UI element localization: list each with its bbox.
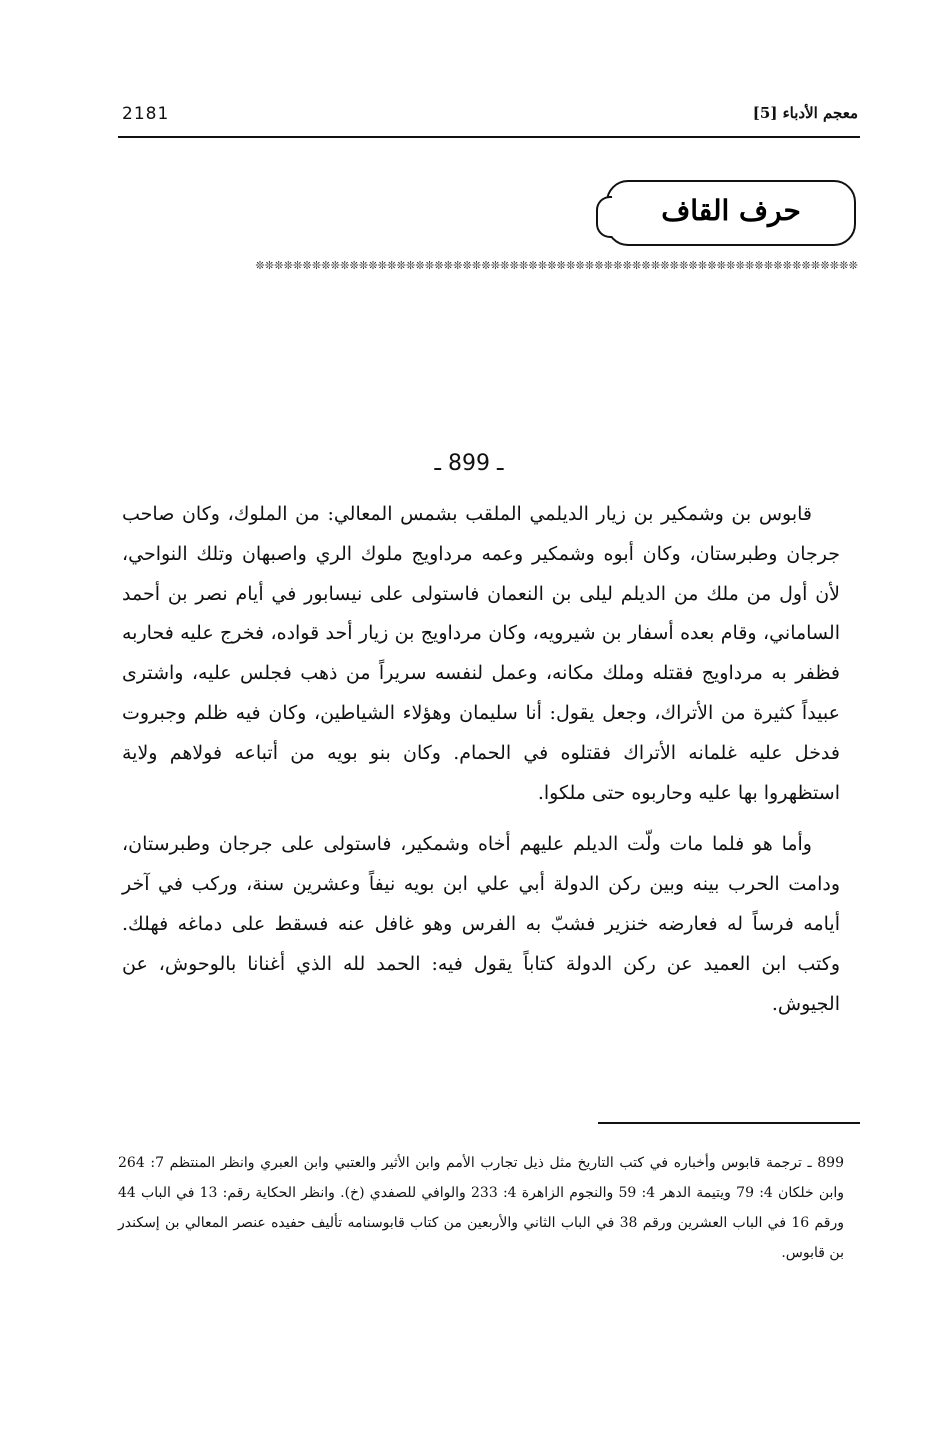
entry-number: ـ 899 ـ: [434, 451, 504, 476]
ornament-star-row: ❊❊❊❊❊❊❊❊❊❊❊❊❊❊❊❊❊❊❊❊❊❊❊❊❊❊❊❊❊❊❊❊❊❊❊❊❊❊❊❊❊❊❊❊❊❊❊❊❊❊❊❊❊❊❊❊❊❊❊❊❊❊❊❊: [255, 259, 858, 272]
body-paragraph: قابوس بن وشمكير بن زيار الديلمي الملقب بشمس المعالي: من الملوك، وكان صاحب جرجان وطبرستان، وكان أبوه وشمكير وعمه مرداويج ملوك الري واصبهان وتلك النواحي، لأن أول من ملك من الديلم ليلى بن النعمان فاستولى على نيسابور في أيام نصر بن أحمد الساماني، وقام بعده أسفار بن شيرويه، وكان مرداويج بن زيار أحد قواده، فخرج عليه فحاربه فظفر به مرداويج فقتله وملك مكانه، وعمل لنفسه سريراً من ذهب فجلس عليه، واشترى عبيداً كثيرة من الأتراك، وجعل يقول: أنا سليمان وهؤلاء الشياطين، وكان فيه ظلم وجبروت فدخل عليه غلمانه الأتراك فقتلوه في الحمام. وكان بنو بويه من أتباعه فولاهم ولاية استظهروا بها عليه وحاربوه حتى ملكوا.: [122, 503, 840, 804]
footnote: 899 ـ ترجمة قابوس وأخباره في كتب التاريخ مثل ذيل تجارب الأمم وابن الأثير والعتبي وابن العبري وانظر المنتظم 7: 264 وابن خلكان 4: 79 ويتيمة الدهر 4: 59 والنجوم الزاهرة 4: 233 والوافي للصفدي (خ). وانظر الحكاية رقم: 13 في الباب 44 ورقم 16 في الباب العشرين ورقم 38 في الباب الثاني والأربعين من كتاب قابوسنامه تأليف حفيده عنصر المعالي بن إسكندر بن قابوس.: [118, 1155, 845, 1261]
footnote-rule: [598, 1122, 860, 1124]
header-rule: [118, 136, 860, 138]
chapter-title-box: [606, 180, 856, 246]
chapter-title: حرف القاف: [661, 194, 801, 227]
entry-body: [122, 495, 840, 1024]
page-number: 2181: [122, 104, 170, 124]
body-paragraph: وأما هو فلما مات ولّت الديلم عليهم أخاه وشمكير، فاستولى على جرجان وطبرستان، ودامت الحرب بينه وبين ركن الدولة أبي علي ابن بويه نيفاً وعشرين سنة، وركب في آخر أيامه فرساً له فعارضه خنزير فشبّ به الفرس وهو غافل عنه فسقط على دماغه فهلك. وكتب ابن العميد عن ركن الدولة كتاباً يقول فيه: الحمد لله الذي أغنانا بالوحوش، عن الجيوش.: [122, 833, 840, 1015]
running-head: معجم الأدباء [5]: [752, 104, 858, 122]
